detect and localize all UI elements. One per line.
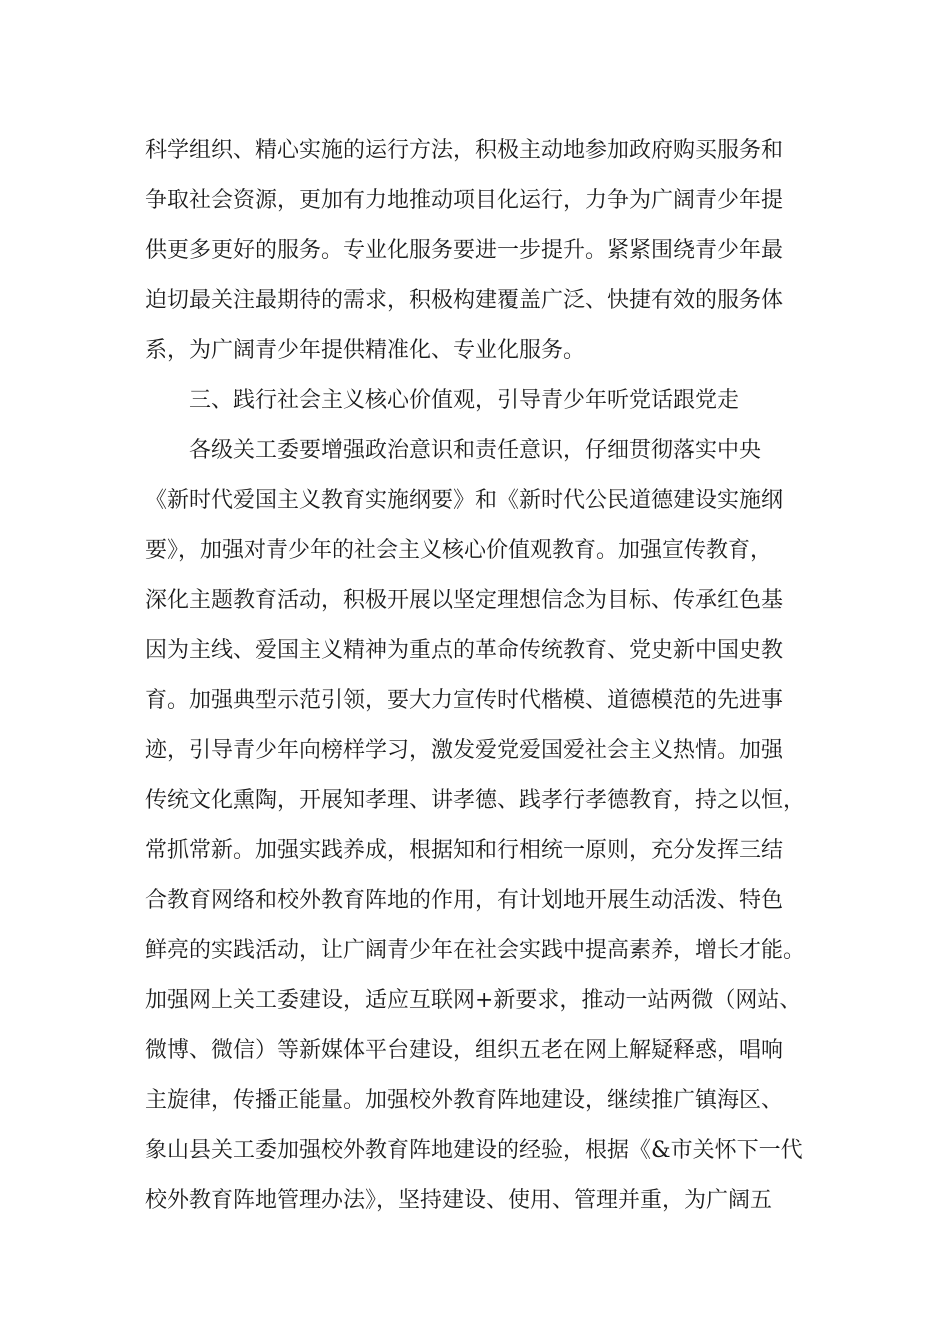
paragraph-line: 要》，加强对青少年的社会主义核心价值观教育。加强宣传教育，	[145, 538, 773, 563]
paragraph-line-indented: 三、践行社会主义核心价值观，引导青少年听党话跟党走	[189, 388, 740, 413]
paragraph-line: 常抓常新。加强实践养成，根据知和行相统一原则，充分发挥三结	[145, 838, 784, 863]
paragraph-line: 传统文化熏陶，开展知孝理、讲孝德、践孝行孝德教育，持之以恒，	[145, 788, 806, 813]
paragraph-line: 供更多更好的服务。专业化服务要进一步提升。紧紧围绕青少年最	[145, 238, 784, 263]
paragraph-line: 象山县关工委加强校外教育阵地建设的经验，根据《&市关怀下一代	[145, 1138, 803, 1163]
paragraph-line: 迹，引导青少年向榜样学习，激发爱党爱国爱社会主义热情。加强	[145, 738, 784, 763]
paragraph-line: 科学组织、精心实施的运行方法，积极主动地参加政府购买服务和	[145, 138, 784, 163]
paragraph-line: 《新时代爱国主义教育实施纲要》和《新时代公民道德建设实施纲	[145, 488, 784, 513]
body-text	[145, 126, 825, 1226]
paragraph-line: 系，为广阔青少年提供精准化、专业化服务。	[145, 338, 586, 363]
paragraph-line: 迫切最关注最期待的需求，积极构建覆盖广泛、快捷有效的服务体	[145, 288, 784, 313]
paragraph-line: 合教育网络和校外教育阵地的作用，有计划地开展生动活泼、特色	[145, 888, 784, 913]
paragraph-line: 育。加强典型示范引领，要大力宣传时代楷模、道德模范的先进事	[145, 688, 784, 713]
paragraph-line: 因为主线、爱国主义精神为重点的革命传统教育、党史新中国史教	[145, 638, 784, 663]
paragraph-line: 鲜亮的实践活动，让广阔青少年在社会实践中提高素养，增长才能。	[145, 938, 806, 963]
paragraph-line: 争取社会资源，更加有力地推动项目化运行，力争为广阔青少年提	[145, 188, 784, 213]
paragraph-line: 深化主题教育活动，积极开展以坚定理想信念为目标、传承红色基	[145, 588, 784, 613]
paragraph-line: 微博、微信）等新媒体平台建设，组织五老在网上解疑释惑，唱响	[145, 1038, 784, 1063]
paragraph-line: 校外教育阵地管理办法》，坚持建设、使用、管理并重，为广阔五	[145, 1188, 773, 1213]
paragraph-line: 主旋律，传播正能量。加强校外教育阵地建设，继续推广镇海区、	[145, 1088, 784, 1113]
paragraph-line: 加强网上关工委建设，适应互联网+新要求，推动一站两微（网站、	[145, 988, 802, 1013]
paragraph-line-indented: 各级关工委要增强政治意识和责任意识，仔细贯彻落实中央	[189, 438, 762, 463]
